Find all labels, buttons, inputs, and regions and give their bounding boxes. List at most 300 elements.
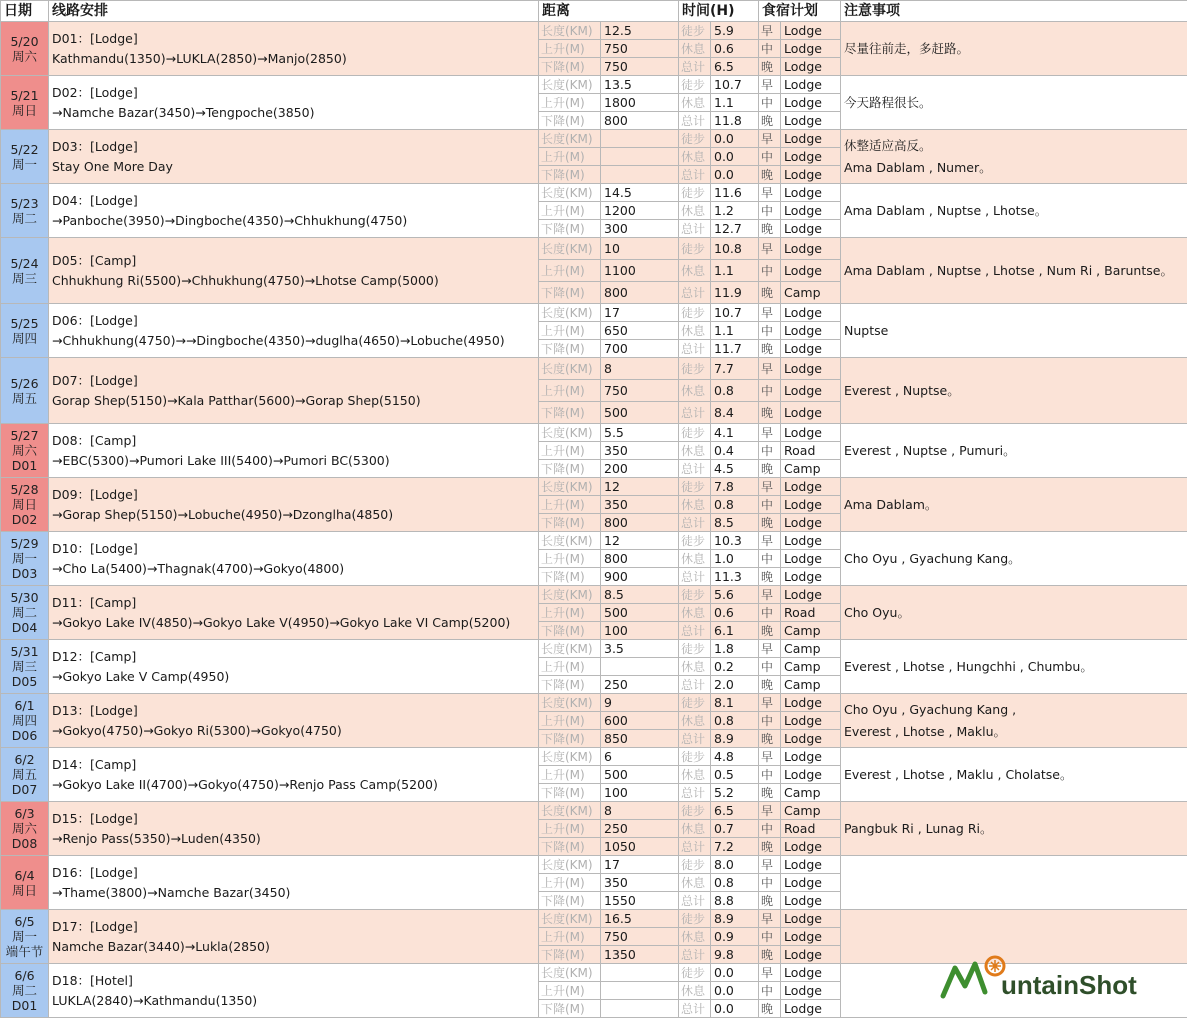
distance-value: 3.5 — [601, 640, 679, 658]
route-cell — [49, 910, 539, 964]
distance-value: 600 — [601, 712, 679, 730]
distance-value: 700 — [601, 340, 679, 358]
meal-value: Lodge — [781, 22, 841, 40]
time-label: 徒步 — [679, 358, 711, 380]
note-line: Cho Oyu。 — [844, 604, 910, 620]
meal-label: 中 — [759, 928, 781, 946]
date-line: 5/26 — [10, 375, 39, 391]
meal-value: Lodge — [781, 380, 841, 402]
meal-label: 中 — [759, 380, 781, 402]
meal-value: Lodge — [781, 982, 841, 1000]
meal-value: Lodge — [781, 856, 841, 874]
time-label: 休息 — [679, 928, 711, 946]
meal-label: 早 — [759, 22, 781, 40]
table-row — [1, 358, 1187, 380]
time-value: 10.8 — [711, 238, 759, 260]
day-lodging-label: D17：[Lodge] — [52, 918, 138, 934]
time-label: 休息 — [679, 712, 711, 730]
note-line: Ama Dablam。 — [844, 496, 938, 512]
meal-label: 早 — [759, 748, 781, 766]
date-line: 周日 — [11, 882, 37, 898]
meal-label: 早 — [759, 532, 781, 550]
note-cell — [841, 22, 1187, 76]
time-value: 1.0 — [711, 550, 759, 568]
distance-label: 上升(M) — [539, 260, 601, 282]
time-label: 徒步 — [679, 184, 711, 202]
meal-value: Road — [781, 442, 841, 460]
distance-label: 上升(M) — [539, 40, 601, 58]
date-line: 5/27 — [10, 428, 39, 443]
meal-value: Lodge — [781, 304, 841, 322]
route-cell — [49, 478, 539, 532]
distance-label: 上升(M) — [539, 380, 601, 402]
note-cell — [841, 748, 1187, 802]
time-value: 4.1 — [711, 424, 759, 442]
time-label: 休息 — [679, 874, 711, 892]
distance-value: 8 — [601, 358, 679, 380]
header-route: 线路安排 — [49, 1, 539, 22]
time-value: 1.1 — [711, 94, 759, 112]
distance-value: 12 — [601, 532, 679, 550]
date-line: 周一 — [11, 929, 37, 944]
route-cell — [49, 802, 539, 856]
date-cell — [1, 694, 49, 748]
time-value: 0.0 — [711, 982, 759, 1000]
distance-value: 9 — [601, 694, 679, 712]
distance-value: 800 — [601, 112, 679, 130]
table-row — [1, 802, 1187, 820]
meal-label: 晚 — [759, 460, 781, 478]
table-row — [1, 304, 1187, 322]
table-row — [1, 748, 1187, 766]
table-row — [1, 424, 1187, 442]
meal-value: Camp — [781, 640, 841, 658]
route-path: Namche Bazar(3440)→Lukla(2850) — [52, 938, 270, 954]
meal-label: 晚 — [759, 58, 781, 76]
date-cell — [1, 76, 49, 130]
route-path: →Gokyo Lake II(4700)→Gokyo(4750)→Renjo Pass Camp(5200) — [52, 776, 438, 792]
date-line: 周三 — [11, 270, 37, 286]
header-time: 时间(H) — [679, 1, 759, 22]
time-value: 10.3 — [711, 532, 759, 550]
note-line: Cho Oyu , Gyachung Kang。 — [844, 550, 1021, 566]
time-value: 7.8 — [711, 478, 759, 496]
table-row — [1, 532, 1187, 550]
meal-label: 中 — [759, 874, 781, 892]
distance-value: 14.5 — [601, 184, 679, 202]
time-value: 5.6 — [711, 586, 759, 604]
meal-value: Camp — [781, 282, 841, 304]
distance-label: 上升(M) — [539, 202, 601, 220]
date-line: 6/4 — [14, 867, 35, 883]
itinerary-body — [1, 22, 1187, 1018]
date-line: 5/21 — [10, 87, 39, 103]
route-path: Stay One More Day — [52, 158, 173, 174]
time-label: 徒步 — [679, 304, 711, 322]
time-value: 8.1 — [711, 694, 759, 712]
time-value: 8.8 — [711, 892, 759, 910]
date-line: 6/6 — [14, 968, 35, 983]
distance-label: 下降(M) — [539, 730, 601, 748]
meal-value: Lodge — [781, 402, 841, 424]
time-label: 总计 — [679, 58, 711, 76]
meal-label: 早 — [759, 802, 781, 820]
meal-value: Lodge — [781, 76, 841, 94]
note-cell — [841, 76, 1187, 130]
time-value: 0.0 — [711, 964, 759, 982]
date-line: 6/2 — [14, 752, 35, 767]
time-value: 0.8 — [711, 496, 759, 514]
note-line: 休整适应高反。 — [844, 137, 932, 153]
time-value: 0.9 — [711, 928, 759, 946]
distance-value: 1350 — [601, 946, 679, 964]
route-cell — [49, 532, 539, 586]
distance-label: 上升(M) — [539, 982, 601, 1000]
meal-label: 晚 — [759, 946, 781, 964]
distance-value: 750 — [601, 58, 679, 76]
distance-value: 1100 — [601, 260, 679, 282]
meal-value: Lodge — [781, 424, 841, 442]
meal-value: Lodge — [781, 838, 841, 856]
distance-value: 17 — [601, 304, 679, 322]
date-line: 周三 — [11, 659, 37, 674]
time-value: 9.8 — [711, 946, 759, 964]
distance-value: 13.5 — [601, 76, 679, 94]
distance-label: 长度(KM) — [539, 424, 601, 442]
note-cell — [841, 238, 1187, 304]
route-path: →Cho La(5400)→Thagnak(4700)→Gokyo(4800) — [52, 560, 345, 576]
distance-label: 上升(M) — [539, 820, 601, 838]
distance-label: 下降(M) — [539, 676, 601, 694]
time-label: 总计 — [679, 220, 711, 238]
meal-value: Lodge — [781, 58, 841, 76]
note-cell — [841, 130, 1187, 184]
time-label: 总计 — [679, 568, 711, 586]
distance-label: 下降(M) — [539, 514, 601, 532]
note-line: Everest , Lhotse , Maklu。 — [844, 723, 1007, 739]
note-line: Ama Dablam , Nuptse , Lhotse。 — [844, 202, 1048, 218]
meal-value: Lodge — [781, 694, 841, 712]
date-line: 6/3 — [14, 806, 35, 821]
day-lodging-label: D03：[Lodge] — [52, 138, 138, 154]
distance-label: 长度(KM) — [539, 910, 601, 928]
distance-value: 5.5 — [601, 424, 679, 442]
date-cell — [1, 130, 49, 184]
date-line: 周一 — [11, 156, 37, 172]
date-line: D01 — [11, 998, 38, 1013]
time-label: 总计 — [679, 282, 711, 304]
date-line: 6/1 — [14, 698, 35, 713]
distance-value: 800 — [601, 550, 679, 568]
note-cell — [841, 856, 1187, 910]
time-value: 4.5 — [711, 460, 759, 478]
time-value: 11.9 — [711, 282, 759, 304]
meal-label: 中 — [759, 820, 781, 838]
time-label: 总计 — [679, 838, 711, 856]
route-cell — [49, 238, 539, 304]
date-line: 周四 — [11, 330, 37, 346]
date-line: 周五 — [11, 767, 37, 782]
meal-value: Lodge — [781, 874, 841, 892]
day-lodging-label: D18：[Hotel] — [52, 972, 133, 988]
time-label: 徒步 — [679, 22, 711, 40]
date-line: D01 — [11, 458, 38, 473]
distance-label: 上升(M) — [539, 94, 601, 112]
note-line: Nuptse — [844, 322, 889, 338]
meal-label: 晚 — [759, 1000, 781, 1018]
distance-value: 12 — [601, 478, 679, 496]
distance-label: 上升(M) — [539, 442, 601, 460]
meal-value: Lodge — [781, 730, 841, 748]
meal-label: 早 — [759, 184, 781, 202]
route-path: →Gokyo Lake V Camp(4950) — [52, 668, 230, 684]
table-row — [1, 586, 1187, 604]
header-date: 日期 — [1, 1, 49, 22]
date-line: 5/23 — [10, 195, 39, 211]
meal-label: 中 — [759, 658, 781, 676]
route-cell — [49, 76, 539, 130]
distance-label: 长度(KM) — [539, 76, 601, 94]
meal-value: Lodge — [781, 550, 841, 568]
time-label: 徒步 — [679, 130, 711, 148]
note-cell — [841, 640, 1187, 694]
meal-value: Lodge — [781, 892, 841, 910]
distance-value: 800 — [601, 514, 679, 532]
day-lodging-label: D04：[Lodge] — [52, 192, 138, 208]
date-line: 5/24 — [10, 255, 39, 271]
meal-value: Lodge — [781, 112, 841, 130]
table-row — [1, 130, 1187, 148]
date-cell — [1, 478, 49, 532]
table-row — [1, 22, 1187, 40]
day-lodging-label: D11：[Camp] — [52, 594, 137, 610]
meal-label: 中 — [759, 148, 781, 166]
day-lodging-label: D09：[Lodge] — [52, 486, 138, 502]
distance-value: 100 — [601, 622, 679, 640]
distance-value: 17 — [601, 856, 679, 874]
route-cell — [49, 130, 539, 184]
distance-label: 下降(M) — [539, 1000, 601, 1018]
day-lodging-label: D07：[Lodge] — [52, 372, 138, 388]
time-value: 1.1 — [711, 322, 759, 340]
time-label: 徒步 — [679, 76, 711, 94]
day-lodging-label: D14：[Camp] — [52, 756, 137, 772]
route-cell — [49, 22, 539, 76]
distance-label: 上升(M) — [539, 658, 601, 676]
header-meals: 食宿计划 — [759, 1, 841, 22]
meal-label: 早 — [759, 856, 781, 874]
distance-value: 750 — [601, 928, 679, 946]
time-value: 1.1 — [711, 260, 759, 282]
logo-mountain-m-shape — [943, 964, 985, 996]
date-cell — [1, 358, 49, 424]
note-line: 尽量往前走，多赶路。 — [844, 40, 970, 56]
time-label: 徒步 — [679, 910, 711, 928]
date-cell — [1, 238, 49, 304]
meal-label: 晚 — [759, 622, 781, 640]
date-line: 5/20 — [10, 33, 39, 49]
route-path: →Chhukhung(4750)→→Dingboche(4350)→duglha(4650)→Lobuche(4950) — [52, 332, 505, 348]
date-line: 5/30 — [10, 590, 39, 605]
date-line: 周二 — [11, 210, 37, 226]
date-line: D03 — [11, 566, 38, 581]
header-notes: 注意事项 — [841, 1, 1187, 22]
note-line: Pangbuk Ri , Lunag Ri。 — [844, 820, 993, 836]
distance-label: 下降(M) — [539, 220, 601, 238]
time-label: 休息 — [679, 380, 711, 402]
note-line: Cho Oyu , Gyachung Kang , — [844, 701, 1017, 717]
day-lodging-label: D12：[Camp] — [52, 648, 137, 664]
time-label: 徒步 — [679, 748, 711, 766]
distance-value: 1550 — [601, 892, 679, 910]
distance-value — [601, 982, 679, 1000]
meal-label: 中 — [759, 94, 781, 112]
route-path: →Thame(3800)→Namche Bazar(3450) — [52, 884, 291, 900]
header-row — [1, 1, 1187, 22]
time-label: 徒步 — [679, 532, 711, 550]
note-cell — [841, 184, 1187, 238]
time-label: 总计 — [679, 514, 711, 532]
distance-label: 上升(M) — [539, 496, 601, 514]
date-cell — [1, 586, 49, 640]
distance-value: 16.5 — [601, 910, 679, 928]
time-value: 7.2 — [711, 838, 759, 856]
meal-value: Lodge — [781, 238, 841, 260]
time-value: 6.1 — [711, 622, 759, 640]
time-value: 2.0 — [711, 676, 759, 694]
distance-label: 长度(KM) — [539, 856, 601, 874]
note-cell — [841, 478, 1187, 532]
note-cell — [841, 694, 1187, 748]
time-label: 休息 — [679, 496, 711, 514]
distance-value: 10 — [601, 238, 679, 260]
time-value: 8.9 — [711, 910, 759, 928]
time-value: 12.7 — [711, 220, 759, 238]
distance-value: 800 — [601, 282, 679, 304]
time-label: 休息 — [679, 202, 711, 220]
time-label: 休息 — [679, 260, 711, 282]
route-cell — [49, 640, 539, 694]
time-value: 1.8 — [711, 640, 759, 658]
route-cell — [49, 358, 539, 424]
distance-value — [601, 130, 679, 148]
note-line: Everest , Lhotse , Maklu , Cholatse。 — [844, 766, 1073, 782]
distance-label: 下降(M) — [539, 402, 601, 424]
meal-label: 中 — [759, 712, 781, 730]
meal-label: 早 — [759, 424, 781, 442]
note-line: Ama Dablam , Numer。 — [844, 159, 992, 175]
time-label: 总计 — [679, 784, 711, 802]
date-line: D07 — [11, 782, 38, 797]
distance-label: 长度(KM) — [539, 130, 601, 148]
distance-value: 1200 — [601, 202, 679, 220]
distance-label: 上升(M) — [539, 874, 601, 892]
route-path: LUKLA(2840)→Kathmandu(1350) — [52, 992, 258, 1008]
date-line: 周日 — [11, 102, 37, 118]
note-cell — [841, 304, 1187, 358]
route-cell — [49, 424, 539, 478]
meal-label: 早 — [759, 358, 781, 380]
time-label: 总计 — [679, 1000, 711, 1018]
table-row — [1, 238, 1187, 260]
time-value: 0.8 — [711, 380, 759, 402]
time-label: 休息 — [679, 148, 711, 166]
note-line: Ama Dablam , Nuptse , Lhotse , Num Ri , Baruntse。 — [844, 262, 1173, 278]
meal-value: Lodge — [781, 130, 841, 148]
distance-label: 下降(M) — [539, 112, 601, 130]
meal-value: Lodge — [781, 514, 841, 532]
table-row — [1, 478, 1187, 496]
time-value: 11.7 — [711, 340, 759, 358]
distance-value: 900 — [601, 568, 679, 586]
time-value: 0.7 — [711, 820, 759, 838]
distance-label: 上升(M) — [539, 550, 601, 568]
meal-label: 中 — [759, 604, 781, 622]
distance-label: 长度(KM) — [539, 586, 601, 604]
date-line: 周五 — [11, 390, 37, 406]
day-lodging-label: D02：[Lodge] — [52, 84, 138, 100]
distance-value — [601, 1000, 679, 1018]
time-value: 0.8 — [711, 874, 759, 892]
distance-value: 500 — [601, 766, 679, 784]
time-label: 休息 — [679, 820, 711, 838]
route-cell — [49, 586, 539, 640]
distance-value: 1050 — [601, 838, 679, 856]
time-value: 11.3 — [711, 568, 759, 586]
time-label: 休息 — [679, 550, 711, 568]
day-lodging-label: D01：[Lodge] — [52, 30, 138, 46]
table-row — [1, 76, 1187, 94]
route-path: Chhukhung Ri(5500)→Chhukhung(4750)→Lhotse Camp(5000) — [52, 272, 439, 288]
distance-value: 300 — [601, 220, 679, 238]
distance-label: 下降(M) — [539, 622, 601, 640]
meal-value: Lodge — [781, 94, 841, 112]
route-cell — [49, 304, 539, 358]
date-cell — [1, 856, 49, 910]
date-cell — [1, 964, 49, 1018]
route-path: Kathmandu(1350)→LUKLA(2850)→Manjo(2850) — [52, 50, 347, 66]
time-value: 0.0 — [711, 1000, 759, 1018]
route-cell — [49, 694, 539, 748]
meal-label: 早 — [759, 964, 781, 982]
time-label: 总计 — [679, 340, 711, 358]
meal-value: Lodge — [781, 1000, 841, 1018]
time-label: 休息 — [679, 766, 711, 784]
distance-value — [601, 964, 679, 982]
time-label: 休息 — [679, 322, 711, 340]
distance-value — [601, 166, 679, 184]
time-value: 0.8 — [711, 712, 759, 730]
distance-value: 250 — [601, 820, 679, 838]
distance-value: 850 — [601, 730, 679, 748]
meal-label: 中 — [759, 202, 781, 220]
date-line: D05 — [11, 674, 38, 689]
note-line: Everest , Nuptse。 — [844, 382, 960, 398]
table-row — [1, 856, 1187, 874]
date-line: 5/25 — [10, 315, 39, 331]
meal-label: 中 — [759, 442, 781, 460]
route-path: →Gorap Shep(5150)→Lobuche(4950)→Dzonglha(4850) — [52, 506, 394, 522]
date-line: 周六 — [11, 443, 37, 458]
time-value: 8.4 — [711, 402, 759, 424]
day-lodging-label: D08：[Camp] — [52, 432, 137, 448]
distance-label: 上升(M) — [539, 928, 601, 946]
date-line: 周日 — [11, 497, 37, 512]
date-cell — [1, 424, 49, 478]
route-path: →Namche Bazar(3450)→Tengpoche(3850) — [52, 104, 315, 120]
date-cell — [1, 748, 49, 802]
distance-label: 下降(M) — [539, 58, 601, 76]
